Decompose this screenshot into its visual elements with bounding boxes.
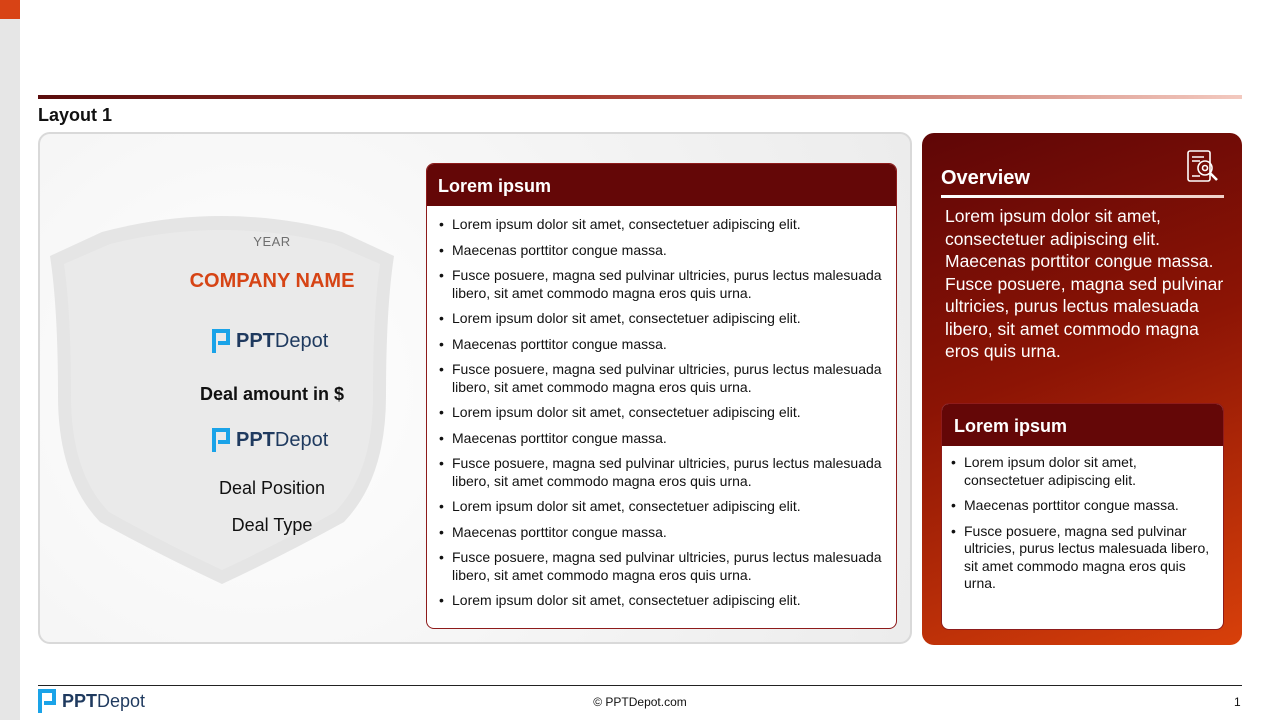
list-item: • Fusce posuere, magna sed pulvinar ultricies, purus lectus malesuada libero, sit amet commodo magna eros quis urna. <box>452 455 882 490</box>
middle-card-title: Lorem ipsum <box>427 164 896 206</box>
list-item: • Fusce posuere, magna sed pulvinar ultricies, purus lectus malesuada libero, sit amet commodo magna eros quis urna. <box>452 267 882 302</box>
overview-title: Overview <box>941 167 1030 189</box>
list-item: • Lorem ipsum dolor sit amet, consectetuer adipiscing elit. <box>964 454 1211 489</box>
middle-card <box>426 163 897 629</box>
list-item: • Fusce posuere, magna sed pulvinar ultricies, purus lectus malesuada libero, sit amet commodo magna eros quis urna. <box>452 361 882 396</box>
list-item: • Fusce posuere, magna sed pulvinar ultricies, purus lectus malesuada libero, sit amet commodo magna eros quis urna. <box>452 549 882 584</box>
investor-logo <box>212 428 328 452</box>
left-edge-strip <box>0 0 20 720</box>
list-item: • Fusce posuere, magna sed pulvinar ultricies, purus lectus malesuada libero, sit amet commodo magna eros quis urna. <box>964 523 1211 593</box>
title-rule <box>38 95 1242 99</box>
right-card-list <box>942 446 1223 593</box>
right-card <box>941 403 1224 630</box>
logo-text-bold: PPT <box>62 690 98 711</box>
logo-text-bold: PPT <box>236 329 275 352</box>
overview-text: Lorem ipsum dolor sit amet, consectetuer adipiscing elit. Maecenas porttitor congue massa. Fusce posuere, magna sed pulvinar ultricies, purus lectus malesuada libero, sit amet commodo magna eros quis urna. <box>945 206 1224 361</box>
slide-title: Layout 1 <box>38 105 113 125</box>
copyright-text: © PPTDepot.com <box>593 695 687 709</box>
list-item: • Lorem ipsum dolor sit amet, consectetuer adipiscing elit. <box>452 404 882 422</box>
page-number: 1 <box>1234 695 1241 709</box>
deal-type: Deal Type <box>231 515 313 535</box>
middle-card-list <box>427 206 896 610</box>
list-item: • Lorem ipsum dolor sit amet, consectetuer adipiscing elit. <box>452 498 882 516</box>
list-item: • Maecenas porttitor congue massa. <box>452 242 882 260</box>
list-item: • Maecenas porttitor congue massa. <box>452 524 882 542</box>
deal-amount: Deal amount in $ <box>199 384 345 404</box>
footer-rule <box>38 685 1242 686</box>
pptdepot-logo-icon <box>212 329 230 353</box>
year-label: YEAR <box>253 234 291 249</box>
list-item: • Maecenas porttitor congue massa. <box>452 336 882 354</box>
overview-rule <box>941 195 1224 198</box>
document-search-icon <box>1186 149 1222 192</box>
logo-text-light: Depot <box>274 428 329 451</box>
pptdepot-logo-icon <box>212 428 230 452</box>
list-item: • Lorem ipsum dolor sit amet, consectetuer adipiscing elit. <box>452 592 882 610</box>
company-logo <box>212 329 328 353</box>
company-name: COMPANY NAME <box>189 270 355 292</box>
right-card-title: Lorem ipsum <box>942 404 1223 446</box>
logo-text-light: Depot <box>274 329 329 352</box>
list-item: • Lorem ipsum dolor sit amet, consectetuer adipiscing elit. <box>452 310 882 328</box>
logo-text-bold: PPT <box>236 428 275 451</box>
deal-position: Deal Position <box>218 478 326 498</box>
list-item: • Maecenas porttitor congue massa. <box>452 430 882 448</box>
logo-text-light: Depot <box>97 690 146 711</box>
list-item: • Lorem ipsum dolor sit amet, consectetuer adipiscing elit. <box>452 216 882 234</box>
corner-accent <box>0 0 20 19</box>
list-item: • Maecenas porttitor congue massa. <box>964 497 1211 515</box>
